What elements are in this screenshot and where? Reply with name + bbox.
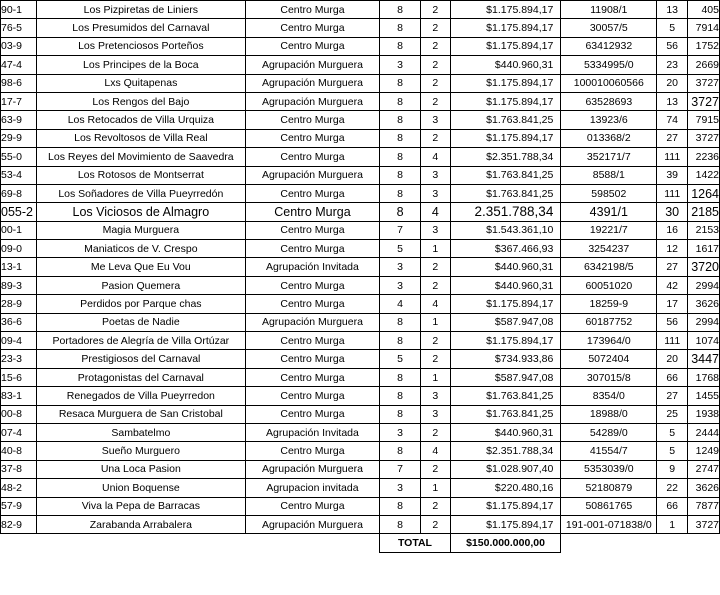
count-n-cell: 13 <box>657 92 688 110</box>
type-cell: Centro Murga <box>245 350 380 368</box>
amount-cell: $2.351.788,34 <box>450 148 561 166</box>
count-n-cell: 66 <box>657 368 688 386</box>
name-cell: Portadores de Alegría de Villa Ortúzar <box>36 332 245 350</box>
count-a-cell: 8 <box>380 111 421 129</box>
reference-cell: 18988/0 <box>561 405 657 423</box>
name-cell: Sambatelmo <box>36 423 245 441</box>
count-b-cell: 2 <box>420 460 450 478</box>
count-b-cell: 2 <box>420 423 450 441</box>
count-a-cell: 8 <box>380 442 421 460</box>
total-value: $150.000.000,00 <box>450 534 561 552</box>
reference-cell: 30057/5 <box>561 19 657 37</box>
name-cell: Los Pretenciosos Porteños <box>36 37 245 55</box>
table-row <box>1 405 720 423</box>
count-b-cell: 4 <box>420 203 450 221</box>
count-n-cell: 42 <box>657 276 688 294</box>
count-a-cell: 8 <box>380 405 421 423</box>
table-row <box>1 258 720 276</box>
code-cell: 76-5 <box>1 19 37 37</box>
type-cell: Centro Murga <box>245 276 380 294</box>
count-a-cell: 8 <box>380 148 421 166</box>
count-a-cell: 8 <box>380 166 421 184</box>
last-cell: 2669 <box>688 56 720 74</box>
reference-cell: 60187752 <box>561 313 657 331</box>
last-cell: 7915 <box>688 111 720 129</box>
type-cell: Centro Murga <box>245 368 380 386</box>
name-cell: Lxs Quitapenas <box>36 74 245 92</box>
count-n-cell: 23 <box>657 56 688 74</box>
count-n-cell: 9 <box>657 460 688 478</box>
code-cell: 28-9 <box>1 295 37 313</box>
amount-cell: $1.175.894,17 <box>450 295 561 313</box>
reference-cell: 60051020 <box>561 276 657 294</box>
reference-cell: 19221/7 <box>561 221 657 239</box>
last-cell: 2236 <box>688 148 720 166</box>
reference-cell: 5072404 <box>561 350 657 368</box>
amount-cell: $220.480,16 <box>450 479 561 497</box>
count-a-cell: 3 <box>380 479 421 497</box>
code-cell: 89-3 <box>1 276 37 294</box>
amount-cell: $1.028.907,40 <box>450 460 561 478</box>
count-n-cell: 111 <box>657 184 688 202</box>
count-a-cell: 8 <box>380 313 421 331</box>
code-cell: 17-7 <box>1 92 37 110</box>
type-cell: Agrupacion invitada <box>245 479 380 497</box>
last-cell: 1752 <box>688 37 720 55</box>
type-cell: Centro Murga <box>245 129 380 147</box>
count-b-cell: 3 <box>420 184 450 202</box>
count-a-cell: 8 <box>380 92 421 110</box>
count-a-cell: 3 <box>380 56 421 74</box>
code-cell: 37-8 <box>1 460 37 478</box>
reference-cell: 5334995/0 <box>561 56 657 74</box>
last-cell: 2747 <box>688 460 720 478</box>
count-n-cell: 27 <box>657 387 688 405</box>
count-a-cell: 8 <box>380 515 421 533</box>
table-row <box>1 240 720 258</box>
count-b-cell: 2 <box>420 258 450 276</box>
count-n-cell: 12 <box>657 240 688 258</box>
reference-cell: 352171/7 <box>561 148 657 166</box>
table-row <box>1 479 720 497</box>
count-n-cell: 74 <box>657 111 688 129</box>
count-b-cell: 2 <box>420 350 450 368</box>
amount-cell: $1.175.894,17 <box>450 37 561 55</box>
count-b-cell: 3 <box>420 405 450 423</box>
total-label: TOTAL <box>380 534 450 552</box>
count-a-cell: 4 <box>380 295 421 313</box>
last-cell: 3720 <box>688 258 720 276</box>
table-row <box>1 1 720 19</box>
amount-cell: $1.763.841,25 <box>450 166 561 184</box>
type-cell: Agrupación Murguera <box>245 515 380 533</box>
table-row <box>1 313 720 331</box>
type-cell: Centro Murga <box>245 442 380 460</box>
amount-cell: $1.763.841,25 <box>450 184 561 202</box>
count-b-cell: 1 <box>420 313 450 331</box>
code-cell: 53-4 <box>1 166 37 184</box>
count-n-cell: 5 <box>657 423 688 441</box>
code-cell: 83-1 <box>1 387 37 405</box>
count-a-cell: 8 <box>380 19 421 37</box>
type-cell: Centro Murga <box>245 221 380 239</box>
count-b-cell: 3 <box>420 166 450 184</box>
count-a-cell: 8 <box>380 74 421 92</box>
name-cell: Una Loca Pasion <box>36 460 245 478</box>
count-n-cell: 20 <box>657 350 688 368</box>
last-cell: 3727 <box>688 92 720 110</box>
table-row <box>1 332 720 350</box>
count-a-cell: 7 <box>380 460 421 478</box>
code-cell: 69-8 <box>1 184 37 202</box>
table-row <box>1 460 720 478</box>
code-cell: 07-4 <box>1 423 37 441</box>
code-cell: 63-9 <box>1 111 37 129</box>
last-cell: 1617 <box>688 240 720 258</box>
count-a-cell: 8 <box>380 332 421 350</box>
code-cell: 48-2 <box>1 479 37 497</box>
amount-cell: $2.351.788,34 <box>450 442 561 460</box>
count-n-cell: 111 <box>657 332 688 350</box>
count-b-cell: 2 <box>420 332 450 350</box>
name-cell: Sueño Murguero <box>36 442 245 460</box>
count-n-cell: 66 <box>657 497 688 515</box>
table-row <box>1 276 720 294</box>
count-n-cell: 111 <box>657 148 688 166</box>
count-n-cell: 5 <box>657 19 688 37</box>
code-cell: 13-1 <box>1 258 37 276</box>
code-cell: 03-9 <box>1 37 37 55</box>
count-n-cell: 56 <box>657 37 688 55</box>
count-b-cell: 4 <box>420 148 450 166</box>
count-n-cell: 1 <box>657 515 688 533</box>
code-cell: 82-9 <box>1 515 37 533</box>
count-a-cell: 8 <box>380 37 421 55</box>
reference-cell: 3254237 <box>561 240 657 258</box>
count-a-cell: 3 <box>380 258 421 276</box>
amount-cell: $1.763.841,25 <box>450 387 561 405</box>
amount-cell: $1.763.841,25 <box>450 111 561 129</box>
name-cell: Los Soñadores de Villa Pueyrredón <box>36 184 245 202</box>
count-b-cell: 2 <box>420 19 450 37</box>
total-row <box>1 534 720 552</box>
table-row <box>1 497 720 515</box>
reference-cell: 100010060566 <box>561 74 657 92</box>
count-n-cell: 27 <box>657 129 688 147</box>
code-cell: 98-6 <box>1 74 37 92</box>
table-row <box>1 184 720 202</box>
count-b-cell: 2 <box>420 1 450 19</box>
reference-cell: 52180879 <box>561 479 657 497</box>
reference-cell: 8354/0 <box>561 387 657 405</box>
code-cell: 36-6 <box>1 313 37 331</box>
type-cell: Centro Murga <box>245 203 380 221</box>
amount-cell: $440.960,31 <box>450 258 561 276</box>
reference-cell: 13923/6 <box>561 111 657 129</box>
amount-cell: $1.175.894,17 <box>450 1 561 19</box>
reference-cell: 63528693 <box>561 92 657 110</box>
last-cell: 3727 <box>688 129 720 147</box>
type-cell: Agrupación Murguera <box>245 92 380 110</box>
count-n-cell: 39 <box>657 166 688 184</box>
type-cell: Centro Murga <box>245 19 380 37</box>
count-b-cell: 1 <box>420 479 450 497</box>
name-cell: Zarabanda Arrabalera <box>36 515 245 533</box>
count-b-cell: 2 <box>420 515 450 533</box>
code-cell: 09-0 <box>1 240 37 258</box>
type-cell: Agrupación Murguera <box>245 460 380 478</box>
count-a-cell: 8 <box>380 387 421 405</box>
reference-cell: 598502 <box>561 184 657 202</box>
count-a-cell: 5 <box>380 350 421 368</box>
count-a-cell: 8 <box>380 203 421 221</box>
reference-cell: 307015/8 <box>561 368 657 386</box>
amount-cell: $440.960,31 <box>450 56 561 74</box>
table-row <box>1 148 720 166</box>
count-a-cell: 3 <box>380 423 421 441</box>
code-cell: 55-0 <box>1 148 37 166</box>
type-cell: Centro Murga <box>245 1 380 19</box>
count-a-cell: 8 <box>380 497 421 515</box>
name-cell: Los Reyes del Movimiento de Saavedra <box>36 148 245 166</box>
reference-cell: 41554/7 <box>561 442 657 460</box>
table-row <box>1 442 720 460</box>
amount-cell: $1.175.894,17 <box>450 19 561 37</box>
count-b-cell: 2 <box>420 74 450 92</box>
count-n-cell: 16 <box>657 221 688 239</box>
type-cell: Centro Murga <box>245 111 380 129</box>
type-cell: Agrupación Invitada <box>245 258 380 276</box>
code-cell: 47-4 <box>1 56 37 74</box>
table-row <box>1 129 720 147</box>
amount-cell: $1.175.894,17 <box>450 129 561 147</box>
code-cell: 23-3 <box>1 350 37 368</box>
count-n-cell: 22 <box>657 479 688 497</box>
table-row <box>1 368 720 386</box>
name-cell: Los Pizpiretas de Liniers <box>36 1 245 19</box>
count-a-cell: 8 <box>380 368 421 386</box>
type-cell: Centro Murga <box>245 387 380 405</box>
count-n-cell: 25 <box>657 405 688 423</box>
last-cell: 1264 <box>688 184 720 202</box>
code-cell: 00-1 <box>1 221 37 239</box>
table-row <box>1 221 720 239</box>
count-a-cell: 7 <box>380 221 421 239</box>
last-cell: 2994 <box>688 276 720 294</box>
name-cell: Los Presumidos del Carnaval <box>36 19 245 37</box>
name-cell: Pasion Quemera <box>36 276 245 294</box>
last-cell: 1422 <box>688 166 720 184</box>
name-cell: Los Revoltosos de Villa Real <box>36 129 245 147</box>
count-b-cell: 4 <box>420 442 450 460</box>
table-body <box>1 1 720 534</box>
name-cell: Me Leva Que Eu Vou <box>36 258 245 276</box>
count-a-cell: 8 <box>380 129 421 147</box>
amount-cell: $1.543.361,10 <box>450 221 561 239</box>
code-cell: 40-8 <box>1 442 37 460</box>
amount-cell: $440.960,31 <box>450 423 561 441</box>
last-cell: 1455 <box>688 387 720 405</box>
amount-cell: $440.960,31 <box>450 276 561 294</box>
count-n-cell: 17 <box>657 295 688 313</box>
reference-cell: 6342198/5 <box>561 258 657 276</box>
table-row <box>1 74 720 92</box>
count-a-cell: 3 <box>380 276 421 294</box>
type-cell: Centro Murga <box>245 240 380 258</box>
count-b-cell: 1 <box>420 240 450 258</box>
last-cell: 1768 <box>688 368 720 386</box>
last-cell: 1074 <box>688 332 720 350</box>
name-cell: Los Viciosos de Almagro <box>36 203 245 221</box>
amount-cell: $1.175.894,17 <box>450 332 561 350</box>
last-cell: 3727 <box>688 74 720 92</box>
reference-cell: 5353039/0 <box>561 460 657 478</box>
count-b-cell: 2 <box>420 497 450 515</box>
count-b-cell: 3 <box>420 111 450 129</box>
table-row <box>1 19 720 37</box>
last-cell: 2185 <box>688 203 720 221</box>
count-a-cell: 8 <box>380 1 421 19</box>
reference-cell: 18259-9 <box>561 295 657 313</box>
type-cell: Centro Murga <box>245 295 380 313</box>
count-b-cell: 4 <box>420 295 450 313</box>
table-row <box>1 515 720 533</box>
table-row <box>1 295 720 313</box>
amount-cell: $1.763.841,25 <box>450 405 561 423</box>
code-cell: 055-2 <box>1 203 37 221</box>
reference-cell: 013368/2 <box>561 129 657 147</box>
table-row <box>1 111 720 129</box>
code-cell: 15-6 <box>1 368 37 386</box>
table-row <box>1 350 720 368</box>
name-cell: Renegados de Villa Pueyrredon <box>36 387 245 405</box>
reference-cell: 8588/1 <box>561 166 657 184</box>
code-cell: 09-4 <box>1 332 37 350</box>
name-cell: Los Rotosos de Montserrat <box>36 166 245 184</box>
name-cell: Prestigiosos del Carnaval <box>36 350 245 368</box>
type-cell: Agrupación Murguera <box>245 313 380 331</box>
type-cell: Agrupación Murguera <box>245 74 380 92</box>
last-cell: 3626 <box>688 479 720 497</box>
count-b-cell: 1 <box>420 368 450 386</box>
name-cell: Los Principes de la Boca <box>36 56 245 74</box>
amount-cell: 2.351.788,34 <box>450 203 561 221</box>
table-row <box>1 56 720 74</box>
last-cell: 7914 <box>688 19 720 37</box>
count-b-cell: 2 <box>420 129 450 147</box>
table-row <box>1 203 720 221</box>
count-a-cell: 8 <box>380 184 421 202</box>
count-n-cell: 27 <box>657 258 688 276</box>
table-row <box>1 387 720 405</box>
table-row <box>1 423 720 441</box>
count-b-cell: 2 <box>420 276 450 294</box>
last-cell: 3626 <box>688 295 720 313</box>
name-cell: Viva la Pepa de Barracas <box>36 497 245 515</box>
count-b-cell: 3 <box>420 387 450 405</box>
reference-cell: 54289/0 <box>561 423 657 441</box>
name-cell: Poetas de Nadie <box>36 313 245 331</box>
amount-cell: $1.175.894,17 <box>450 497 561 515</box>
reference-cell: 11908/1 <box>561 1 657 19</box>
amount-cell: $1.175.894,17 <box>450 74 561 92</box>
amount-cell: $1.175.894,17 <box>450 515 561 533</box>
code-cell: 00-8 <box>1 405 37 423</box>
code-cell: 57-9 <box>1 497 37 515</box>
reference-cell: 173964/0 <box>561 332 657 350</box>
type-cell: Agrupación Murguera <box>245 56 380 74</box>
count-n-cell: 20 <box>657 74 688 92</box>
last-cell: 405 <box>688 1 720 19</box>
reference-cell: 4391/1 <box>561 203 657 221</box>
type-cell: Centro Murga <box>245 405 380 423</box>
amount-cell: $1.175.894,17 <box>450 92 561 110</box>
name-cell: Resaca Murguera de San Cristobal <box>36 405 245 423</box>
type-cell: Agrupación Invitada <box>245 423 380 441</box>
name-cell: Los Rengos del Bajo <box>36 92 245 110</box>
type-cell: Centro Murga <box>245 148 380 166</box>
name-cell: Perdidos por Parque chas <box>36 295 245 313</box>
last-cell: 3447 <box>688 350 720 368</box>
count-b-cell: 2 <box>420 37 450 55</box>
table-row <box>1 166 720 184</box>
last-cell: 3727 <box>688 515 720 533</box>
type-cell: Centro Murga <box>245 184 380 202</box>
name-cell: Los Retocados de Villa Urquiza <box>36 111 245 129</box>
reference-cell: 50861765 <box>561 497 657 515</box>
code-cell: 29-9 <box>1 129 37 147</box>
count-a-cell: 5 <box>380 240 421 258</box>
count-n-cell: 5 <box>657 442 688 460</box>
last-cell: 2994 <box>688 313 720 331</box>
last-cell: 1938 <box>688 405 720 423</box>
type-cell: Centro Murga <box>245 497 380 515</box>
last-cell: 7877 <box>688 497 720 515</box>
amount-cell: $367.466,93 <box>450 240 561 258</box>
type-cell: Centro Murga <box>245 332 380 350</box>
reference-cell: 191-001-071838/0 <box>561 515 657 533</box>
amount-cell: $587.947,08 <box>450 368 561 386</box>
table-row <box>1 37 720 55</box>
name-cell: Union Boquense <box>36 479 245 497</box>
last-cell: 1249 <box>688 442 720 460</box>
type-cell: Centro Murga <box>245 37 380 55</box>
amount-cell: $587.947,08 <box>450 313 561 331</box>
amount-cell: $734.933,86 <box>450 350 561 368</box>
count-b-cell: 3 <box>420 221 450 239</box>
name-cell: Magia Murguera <box>36 221 245 239</box>
last-cell: 2444 <box>688 423 720 441</box>
code-cell: 90-1 <box>1 1 37 19</box>
type-cell: Agrupación Murguera <box>245 166 380 184</box>
count-b-cell: 2 <box>420 56 450 74</box>
count-n-cell: 30 <box>657 203 688 221</box>
name-cell: Protagonistas del Carnaval <box>36 368 245 386</box>
last-cell: 2153 <box>688 221 720 239</box>
count-b-cell: 2 <box>420 92 450 110</box>
count-n-cell: 13 <box>657 1 688 19</box>
table-row <box>1 92 720 110</box>
name-cell: Maniaticos de V. Crespo <box>36 240 245 258</box>
reference-cell: 63412932 <box>561 37 657 55</box>
count-n-cell: 56 <box>657 313 688 331</box>
